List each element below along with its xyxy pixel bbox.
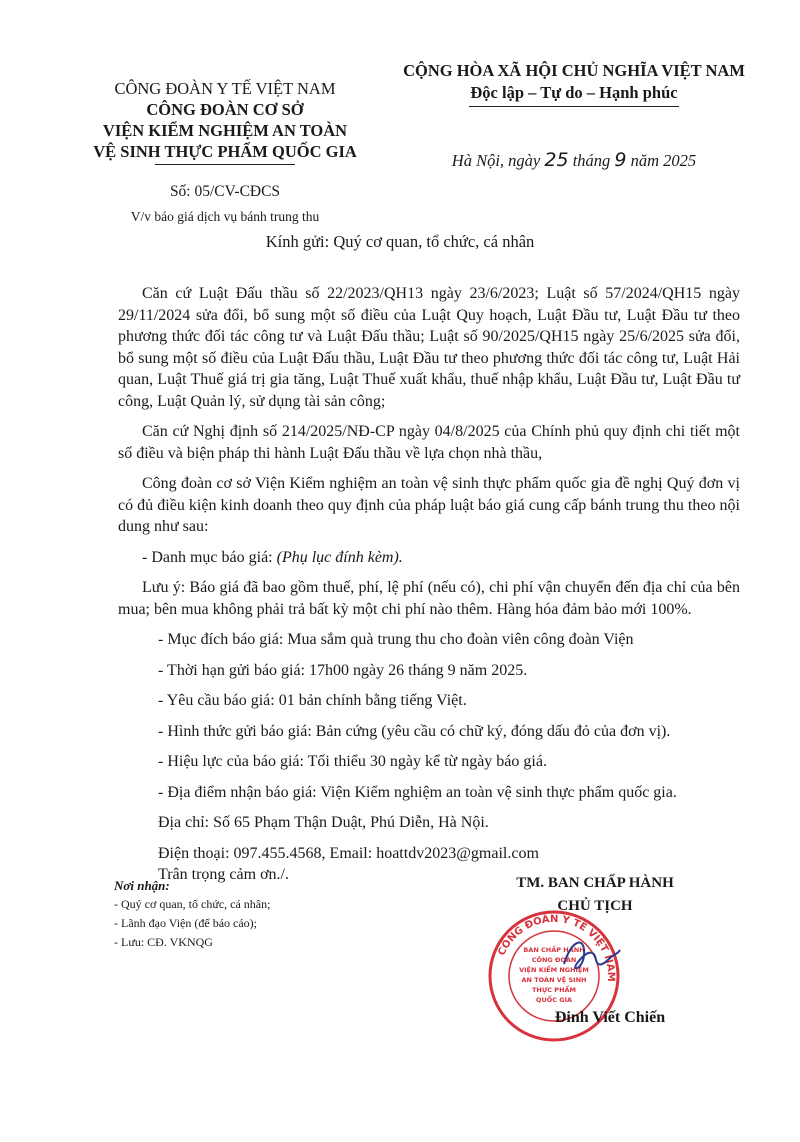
- signature-title: TM. BAN CHẤP HÀNH: [516, 875, 674, 891]
- list-item-catalog: [118, 547, 740, 569]
- doc-date: [374, 149, 774, 172]
- header-left: [55, 78, 395, 227]
- address-line: Địa chỉ: Số 65 Phạm Thận Duật, Phú Diễn, Hà Nội.: [158, 814, 489, 831]
- org-underline: [155, 164, 295, 165]
- stamp-center-line: CÔNG ĐOÀN: [531, 956, 577, 964]
- list-item-location: - Địa điểm nhận báo giá: Viện Kiểm nghiệm an toàn vệ sinh thực phẩm quốc gia.: [158, 783, 677, 801]
- signer-name: Đinh Viết Chiến: [554, 1009, 666, 1026]
- header-right: [374, 60, 774, 172]
- paragraph-note: Lưu ý: Báo giá đã bao gồm thuế, phí, lệ phí (nếu có), chi phí vận chuyển đến địa chỉ của bên mua; bên mua không phải trả bất kỳ một chi phí nào thêm. Hàng hóa đảm bảo mới 100%.: [118, 579, 740, 618]
- closing-line: Trân trọng cảm ơn./.: [158, 866, 289, 883]
- org-line-2: CÔNG ĐOÀN CƠ SỞ: [146, 100, 304, 119]
- salutation: Kính gửi: Quý cơ quan, tổ chức, cá nhân: [265, 232, 535, 251]
- doc-subject: V/v báo giá dịch vụ bánh trung thu: [130, 209, 320, 224]
- paragraph-request: Công đoàn cơ sở Viện Kiểm nghiệm an toàn vệ sinh thực phẩm quốc gia đề nghị Quý đơn vị có đủ điều kiện kinh doanh theo quy định của pháp luật báo giá cung cấp bánh trung thu theo nội dung như sau:: [118, 475, 740, 535]
- list-item-purpose: - Mục đích báo giá: Mua sắm quà trung thu cho đoàn viên công đoàn Viện: [158, 631, 634, 648]
- stamp-center-line: BAN CHẤP HÀNH: [523, 946, 585, 954]
- list-item-validity: - Hiệu lực của báo giá: Tối thiểu 30 ngày kể từ ngày báo giá.: [158, 753, 547, 770]
- motto-underline: [469, 106, 679, 107]
- date-month: 9: [614, 149, 627, 171]
- list-item-format: - Hình thức gửi báo giá: Bản cứng (yêu cầu có chữ ký, đóng dấu đỏ của đơn vị).: [158, 722, 671, 740]
- list-item-deadline: - Thời hạn gửi báo giá: 17h00 ngày 26 tháng 9 năm 2025.: [158, 661, 528, 679]
- recipients-block: [114, 876, 414, 952]
- recipients-title: Nơi nhận:: [114, 878, 170, 893]
- letter-body: [118, 283, 740, 886]
- org-line-1: CÔNG ĐOÀN Y TẾ VIỆT NAM: [114, 79, 336, 98]
- list-item-requirement: - Yêu cầu báo giá: 01 bản chính bằng tiếng Việt.: [158, 692, 467, 709]
- catalog-value: (Phụ lục đính kèm).: [276, 548, 403, 566]
- signature-role: CHỦ TỊCH: [557, 898, 633, 914]
- doc-number: Số: 05/CV-CĐCS: [169, 183, 281, 200]
- date-prefix: Hà Nội, ngày: [451, 151, 541, 170]
- org-line-3: VIỆN KIỂM NGHIỆM AN TOÀN: [102, 121, 348, 140]
- stamp-center-line: AN TOÀN VỆ SINH: [521, 976, 587, 984]
- date-month-label: tháng: [572, 151, 611, 170]
- date-day: 25: [544, 149, 569, 171]
- paragraph-legal-basis-1: Căn cứ Luật Đấu thầu số 22/2023/QH13 ngày 23/6/2023; Luật số 57/2024/QH15 ngày 29/11/2024 sửa đổi, bổ sung một số điều của Luật Quy hoạch, Luật Đầu tư, Luật Đầu tư theo phương thức đối tác công tư và Luật Đấu thầu; Luật số 90/2025/QH15 ngày 25/6/2025 sửa đổi, bổ sung một số điều của Luật Đấu thầu, Luật Đầu tư theo phương thức đối tác công tư, Luật Hải quan, Luật Thuế giá trị gia tăng, Luật Thuế xuất khẩu, thuế nhập khẩu, Luật Đầu tư, Luật Đầu tư công, Luật Quản lý, sử dụng tài sản công;: [118, 285, 740, 410]
- stamp-ring-path: CÔNG ĐOÀN Y TẾ VIỆT NAM: [496, 913, 617, 982]
- country-name: CỘNG HÒA XÃ HỘI CHỦ NGHĨA VIỆT NAM: [403, 61, 745, 80]
- stamp-center-line: VIỆN KIỂM NGHIỆM: [519, 966, 589, 974]
- catalog-label: - Danh mục báo giá:: [142, 548, 277, 566]
- recipient-line: - Lãnh đạo Viện (để báo cáo);: [114, 916, 257, 930]
- date-year: năm 2025: [630, 151, 697, 170]
- stamp-center-line: THỰC PHẨM: [531, 986, 577, 994]
- recipient-line: - Quý cơ quan, tổ chức, cá nhân;: [114, 897, 271, 911]
- org-line-4: VỆ SINH THỰC PHẨM QUỐC GIA: [93, 142, 357, 161]
- contact-line: Điện thoại: 097.455.4568, Email: hoattdv2023@gmail.com: [158, 844, 539, 862]
- stamp-center-line: QUỐC GIA: [535, 996, 573, 1004]
- paragraph-legal-basis-2: Căn cứ Nghị định số 214/2025/NĐ-CP ngày 04/8/2025 của Chính phủ quy định chi tiết một số điều và biện pháp thi hành Luật Đấu thầu về lựa chọn nhà thầu,: [118, 423, 740, 462]
- national-motto: Độc lập – Tự do – Hạnh phúc: [470, 83, 678, 102]
- recipient-line: - Lưu: CĐ. VKNQG: [114, 935, 213, 949]
